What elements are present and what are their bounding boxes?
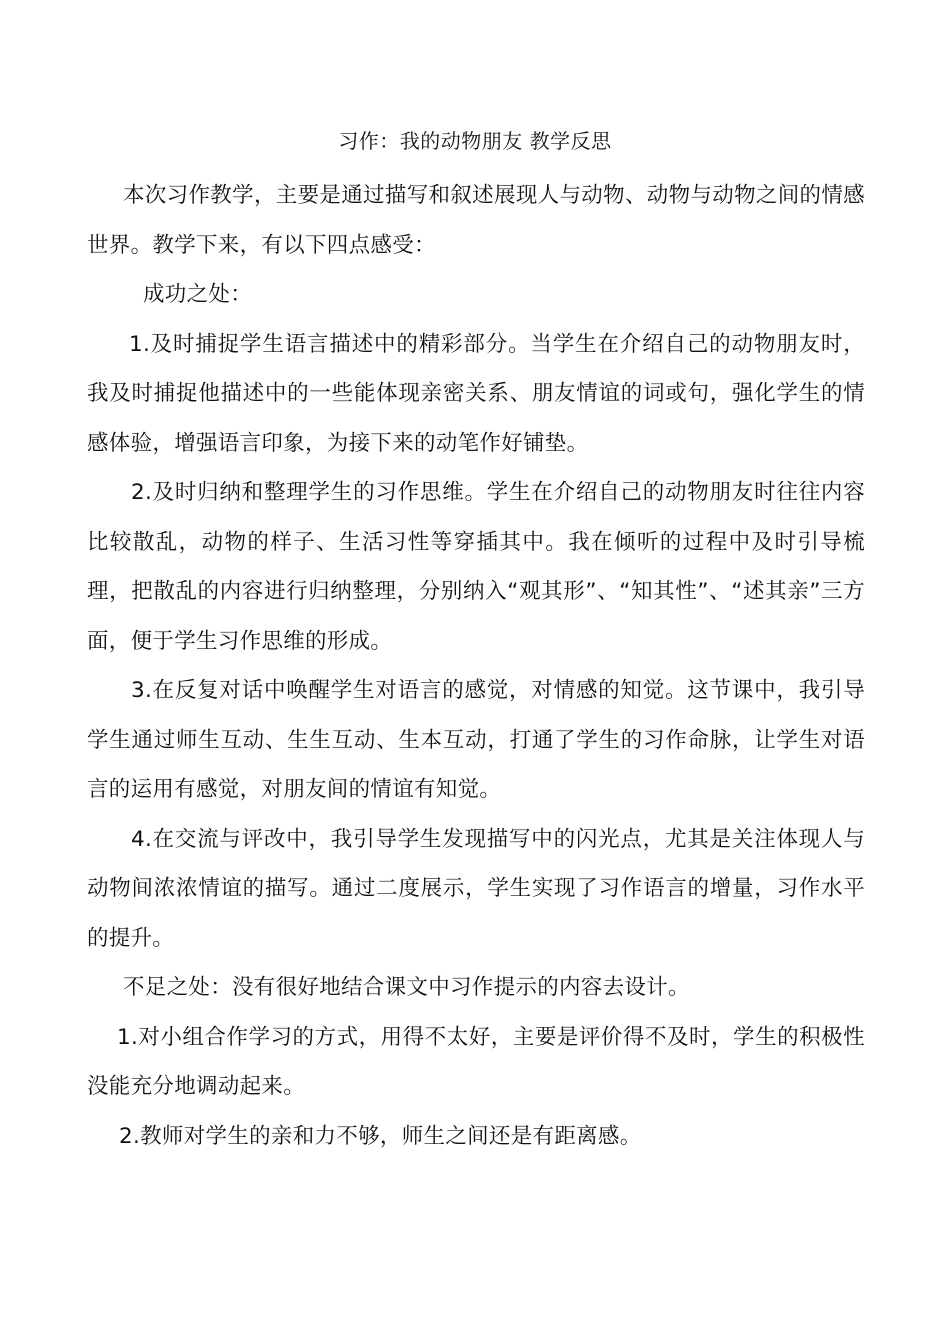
shortcoming-point-1: 1.对小组合作学习的方式，用得不太好，主要是评价得不及时，学生的积极性没能充分地调动起来。	[87, 1024, 865, 1099]
document-body	[87, 171, 865, 1161]
success-point-4: 4.在交流与评改中，我引导学生发现描写中的闪光点，尤其是关注体现人与动物间浓浓情谊的描写。通过二度展示，学生实现了习作语言的增量，习作水平的提升。	[87, 826, 865, 951]
shortcoming-point-2: 2.教师对学生的亲和力不够，师生之间还是有距离感。	[119, 1123, 642, 1149]
shortcoming-heading: 不足之处：没有很好地结合课文中习作提示的内容去设计。	[123, 975, 690, 1000]
success-point-3: 3.在反复对话中唤醒学生对语言的感觉，对情感的知觉。这节课中，我引导学生通过师生互动、生生互动、生本互动，打通了学生的习作命脉，让学生对语言的运用有感觉，对朋友间的情谊有知觉。	[87, 678, 865, 802]
intro-paragraph: 本次习作教学，主要是通过描写和叙述展现人与动物、动物与动物之间的情感世界。教学下来，有以下四点感受：	[87, 183, 865, 258]
success-heading: 成功之处：	[143, 282, 253, 307]
success-point-2: 2.及时归纳和整理学生的习作思维。学生在介绍自己的动物朋友时往往内容比较散乱，动物的样子、生活习性等穿插其中。我在倾听的过程中及时引导梳理，把散乱的内容进行归纳整理，分别纳入“观其形”、“知其性”、“述其亲”三方面，便于学生习作思维的形成。	[87, 480, 865, 654]
document-title: 习作：我的动物朋友 教学反思	[338, 129, 612, 153]
success-point-1: 1.及时捕捉学生语言描述中的精彩部分。当学生在介绍自己的动物朋友时，我及时捕捉他描述中的一些能体现亲密关系、朋友情谊的词或句，强化学生的情感体验，增强语言印象，为接下来的动笔作好铺垫。	[87, 331, 865, 456]
